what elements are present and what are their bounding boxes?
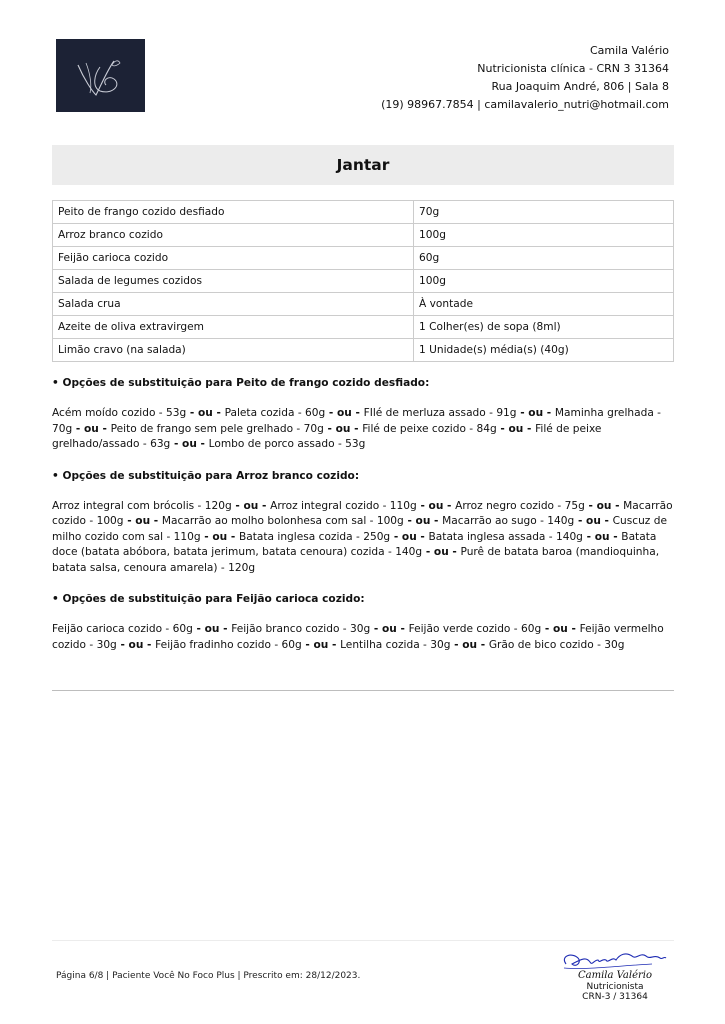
substitution-option: Paleta cozida - 60g	[224, 407, 326, 419]
table-row	[53, 247, 674, 270]
option-separator: - ou -	[422, 546, 461, 558]
meal-title: Jantar	[336, 156, 390, 174]
substitution-option: Acém moído cozido - 53g	[52, 407, 187, 419]
option-separator: - ou -	[186, 407, 225, 419]
substitution-option: Maminha grelhada - 70g	[52, 407, 662, 435]
option-separator: - ou -	[496, 422, 536, 435]
option-separator: - ou -	[403, 515, 443, 527]
logo-monogram-icon	[56, 39, 145, 112]
table-row	[53, 224, 674, 247]
option-separator: - ou -	[123, 515, 162, 527]
food-item: Azeite de oliva extravirgem	[53, 316, 414, 339]
option-separator: - ou -	[116, 638, 156, 651]
substitution-option: FIlé de merluza assado - 91g	[363, 407, 517, 419]
table-row	[53, 293, 674, 316]
option-separator: - ou -	[450, 638, 489, 651]
substitution-option: Batata inglesa cozida - 250g	[238, 530, 391, 543]
table-row	[53, 339, 674, 362]
substitution-options	[52, 499, 674, 577]
table-row	[53, 316, 674, 339]
substitution-option: Feijão fradinho cozido - 60g	[155, 638, 302, 651]
option-separator: - ou -	[574, 515, 613, 527]
food-quantity: 100g	[414, 270, 674, 293]
substitution-option: Cuscuz de milho cozido com sal - 110g	[52, 515, 667, 543]
option-separator: - ou -	[192, 623, 232, 635]
meal-title-band	[52, 145, 674, 185]
header-info	[381, 42, 669, 114]
contact-info: (19) 98967.7854 | camilavalerio_nutri@hotmail.com	[381, 98, 669, 111]
option-separator: - ou -	[584, 499, 624, 512]
substitution-option: Feijão vermelho cozido - 30g	[52, 623, 664, 651]
option-separator: - ou -	[301, 638, 341, 651]
option-separator: - ou -	[170, 438, 209, 450]
substitution-options	[52, 406, 674, 453]
option-separator: - ou -	[370, 623, 409, 635]
table-row	[53, 270, 674, 293]
substitution-option: Batata inglesa assada - 140g	[428, 530, 583, 543]
substitution-option: Feijão carioca cozido - 60g	[52, 623, 193, 635]
food-quantity: À vontade	[414, 293, 674, 316]
clinic-address: Rua Joaquim André, 806 | Sala 8	[491, 80, 669, 93]
food-item: Salada de legumes cozidos	[53, 270, 414, 293]
food-item: Limão cravo (na salada)	[53, 339, 414, 362]
option-separator: - ou -	[541, 623, 580, 635]
food-quantity: 100g	[414, 224, 674, 247]
substitution-heading: • Opções de substituição para Arroz branco cozido:	[52, 469, 360, 482]
substitution-heading: • Opções de substituição para Peito de frango cozido desfiado:	[52, 377, 430, 389]
option-separator: - ou -	[200, 530, 239, 543]
substitution-option: Grão de bico cozido - 30g	[488, 638, 625, 651]
signature-role: Nutricionista	[586, 981, 644, 992]
substitution-option: Filé de peixe grelhado/assado - 63g	[52, 422, 602, 450]
food-quantity: 60g	[414, 247, 674, 270]
footer-divider	[52, 940, 674, 941]
food-quantity: 1 Colher(es) de sopa (8ml)	[414, 316, 674, 339]
signature-block	[556, 971, 674, 1003]
food-quantity: 70g	[414, 201, 674, 224]
substitution-option: Macarrão cozido - 100g	[52, 499, 673, 527]
option-separator: - ou -	[323, 422, 363, 435]
option-separator: - ou -	[72, 422, 111, 435]
food-item: Salada crua	[53, 293, 414, 316]
nutritionist-name: Camila Valério	[589, 44, 669, 57]
substitution-option: Arroz integral cozido - 110g	[270, 499, 417, 512]
substitution-options	[52, 622, 674, 653]
substitution-option: Filé de peixe cozido - 84g	[362, 422, 497, 435]
food-item: Arroz branco cozido	[53, 224, 414, 247]
food-item: Feijão carioca cozido	[53, 247, 414, 270]
substitution-option: Batata doce (batata abóbora, batata jerimum, batata cenoura) cozida - 140g	[52, 530, 657, 558]
substitution-heading: • Opções de substituição para Feijão carioca cozido:	[52, 593, 365, 605]
option-separator: - ou -	[416, 499, 456, 512]
substitution-option: Macarrão ao sugo - 140g	[442, 515, 575, 527]
substitution-option: Macarrão ao molho bolonhesa com sal - 100g	[161, 515, 404, 527]
substitution-option: Lentilha cozida - 30g	[340, 638, 451, 651]
substitution-option: Peito de frango sem pele grelhado - 70g	[110, 422, 324, 435]
table-row	[53, 201, 674, 224]
substitutions	[52, 376, 674, 669]
substitution-option: Feijão verde cozido - 60g	[408, 623, 542, 635]
signature-crn: CRN-3 / 31364	[582, 992, 648, 1002]
food-item: Peito de frango cozido desfiado	[53, 201, 414, 224]
food-quantity: 1 Unidade(s) média(s) (40g)	[414, 339, 674, 362]
nutritionist-role: Nutricionista clínica - CRN 3 31364	[477, 62, 669, 75]
page-footer: Página 6/8 | Paciente Você No Foco Plus | Prescrito em: 28/12/2023.	[56, 971, 361, 981]
option-separator: - ou -	[582, 530, 622, 543]
substitution-option: Arroz integral com brócolis - 120g	[52, 499, 232, 512]
section-divider	[52, 690, 674, 691]
option-separator: - ou -	[516, 407, 555, 419]
substitution-option: Feijão branco cozido - 30g	[231, 623, 371, 635]
substitution-option: Lombo de porco assado - 53g	[208, 438, 366, 450]
substitution-option: Purê de batata baroa (mandioquinha, batata salsa, cenoura amarela) - 120g	[52, 546, 660, 574]
substitution-option: Arroz negro cozido - 75g	[455, 499, 585, 512]
option-separator: - ou -	[390, 530, 429, 543]
option-separator: - ou -	[231, 499, 271, 512]
foods-table	[52, 200, 674, 362]
option-separator: - ou -	[325, 407, 364, 419]
signature-name: Camila Valério	[577, 970, 652, 981]
logo	[56, 39, 145, 112]
